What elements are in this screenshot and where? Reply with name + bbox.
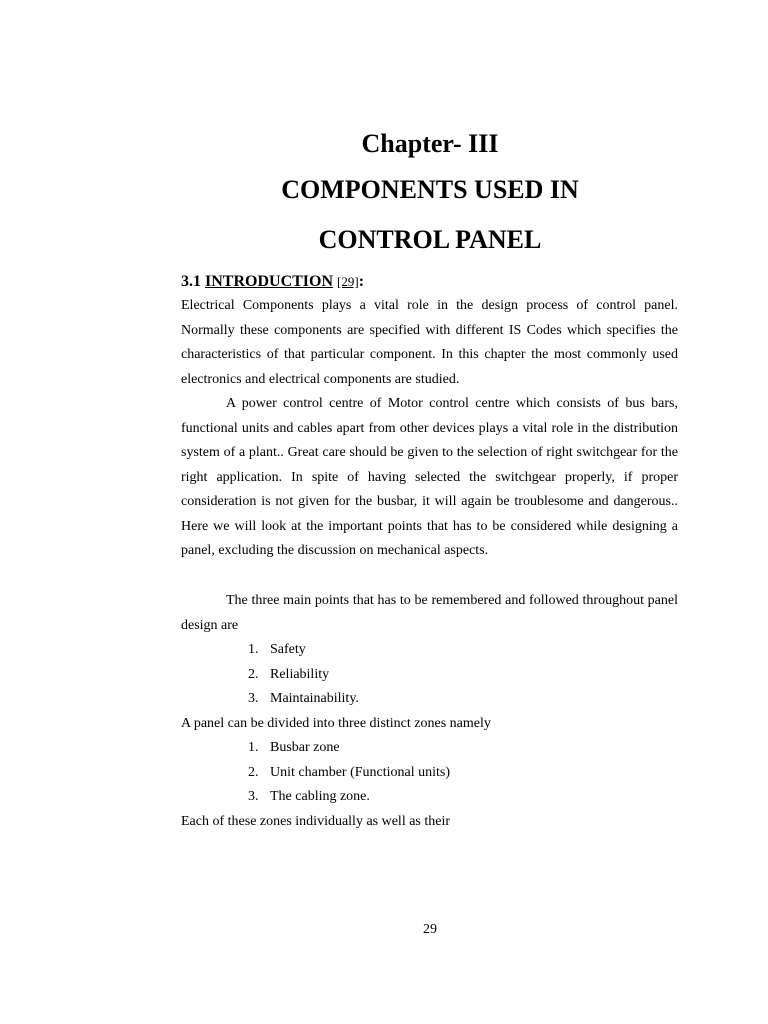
chapter-label: Chapter- III xyxy=(361,129,499,158)
zones-list xyxy=(248,736,450,810)
list-item: 1. Busbar zone xyxy=(248,740,340,755)
design-points-list xyxy=(248,638,359,712)
section-number: 3.1 xyxy=(181,273,201,290)
page-number: 29 xyxy=(423,922,437,937)
paragraph-power-control-centre: A power control centre of Motor control centre which consists of bus bars, functional units and cables apart from other devices plays a vital role in the distribution system of a plant.. Great care should be given to the selection of right switchgear for the right application. In spite of having selected the switchgear properly, if proper consideration is not given for the busbar, it will again be troublesome and dangerous.. Here we will look at the important points that has to be considered while designing a panel, excluding the discussion on mechanical aspects. xyxy=(181,396,678,558)
section-reference: [29] xyxy=(337,274,359,289)
section-title: INTRODUCTION xyxy=(205,273,334,290)
list-item: 2. Unit chamber (Functional units) xyxy=(248,764,451,780)
paragraph-main-points: The three main points that has to be remembered and followed throughout panel design are xyxy=(181,593,678,633)
list-item: 3. Maintainability. xyxy=(248,691,359,706)
section-colon: : xyxy=(358,273,365,290)
list-item: 3. The cabling zone. xyxy=(248,789,370,804)
list-item: 2. Reliability xyxy=(248,666,330,682)
chapter-title-line-2: CONTROL PANEL xyxy=(318,225,542,254)
closing-text: Each of these zones individually as well as their xyxy=(181,814,451,829)
zones-intro-text: A panel can be divided into three distinct zones namely xyxy=(181,716,491,731)
section-heading xyxy=(181,271,364,293)
list-item: 1. Safety xyxy=(248,642,306,657)
paragraph-introduction: Electrical Components plays a vital role in the design process of control panel. Normally these components are specified with different IS Codes which specifies the characteristics of that particular component. In this chapter the most commonly used electronics and electrical components are studied. xyxy=(181,298,678,387)
chapter-title-line-1: COMPONENTS USED IN xyxy=(281,175,579,204)
